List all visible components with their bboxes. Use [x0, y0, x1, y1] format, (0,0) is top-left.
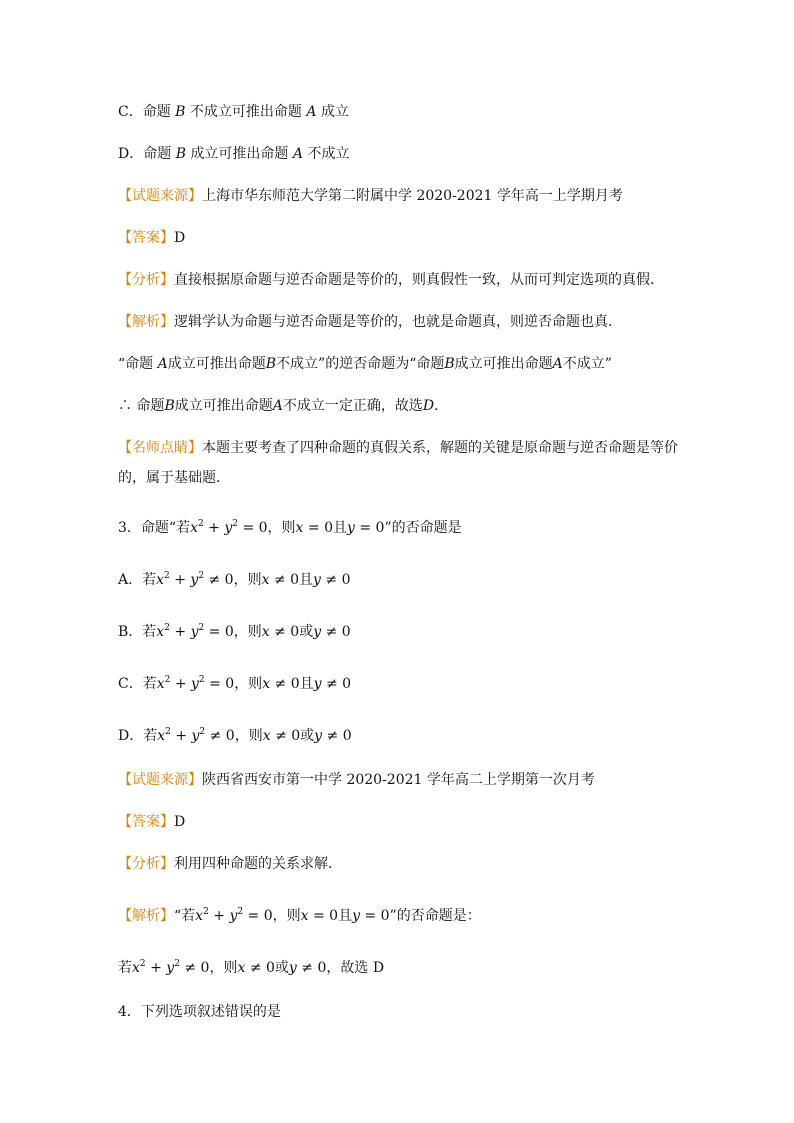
option-c-q3: C．若$x^2 + y^2 = 0$，则x ≠ 0且y ≠ 0	[118, 675, 352, 692]
solution-q3: 【解析】“若$x^2 + y^2 = 0$，则x = 0且y = 0”的否命题是：	[118, 907, 481, 924]
source-q2: 【试题来源】上海市华东师范大学第二附属中学 2020-2021 学年高一上学期月考	[118, 188, 623, 204]
option-a-q3: A．若$x^2 + y^2 \ne 0$，则x ≠ 0且y ≠ 0	[118, 571, 351, 588]
option-d-q3: D．若$x^2 + y^2 \ne 0$，则x ≠ 0或y ≠ 0	[118, 727, 352, 744]
analysis-q3: 【分析】利用四种命题的关系求解．	[118, 856, 342, 872]
answer-q2: 【答案】D	[118, 230, 186, 246]
solution-q2-line3: ∴ 命题B成立可推出命题A不成立一定正确，故选D．	[118, 398, 449, 414]
solution-q2: 【解析】逻辑学认为命题与逆否命题是等价的，也就是命题真，则逆否命题也真．	[118, 314, 622, 330]
solution-q3-line2: 若$x^2 + y^2 \ne 0$，则x ≠ 0或y ≠ 0，故选 D	[118, 959, 385, 976]
option-d-q2: D．命题 B 成立可推出命题 A 不成立	[118, 146, 350, 162]
solution-q2-line2: “命题 A成立可推出命题B不成立”的逆否命题为“命题B成立可推出命题A不成立”	[118, 356, 612, 372]
option-c-q2: C．命题 B 不成立可推出命题 A 成立	[118, 104, 349, 120]
source-q3: 【试题来源】陕西省西安市第一中学 2020-2021 学年高二上学期第一次月考	[118, 772, 595, 788]
analysis-q2: 【分析】直接根据原命题与逆否命题是等价的，则真假性一致，从而可判定选项的真假．	[118, 272, 664, 288]
question-3-stem: 3．命题“若$x^2 + y^2 = 0$，则x = 0且y = 0”的否命题是	[118, 519, 462, 536]
tip-q2: 【名师点睛】本题主要考查了四种命题的真假关系，解题的关键是原命题与逆否命题是等价	[118, 440, 678, 456]
answer-q3: 【答案】D	[118, 814, 186, 830]
question-4-stem: 4．下列选项叙述错误的是	[118, 1004, 281, 1020]
stem-eq: $x^2 + y^2 = 0$	[190, 519, 268, 536]
option-b-q3: B．若$x^2 + y^2 = 0$，则x ≠ 0或y ≠ 0	[118, 623, 351, 640]
tip-q2-line2: 的，属于基础题．	[118, 470, 230, 486]
